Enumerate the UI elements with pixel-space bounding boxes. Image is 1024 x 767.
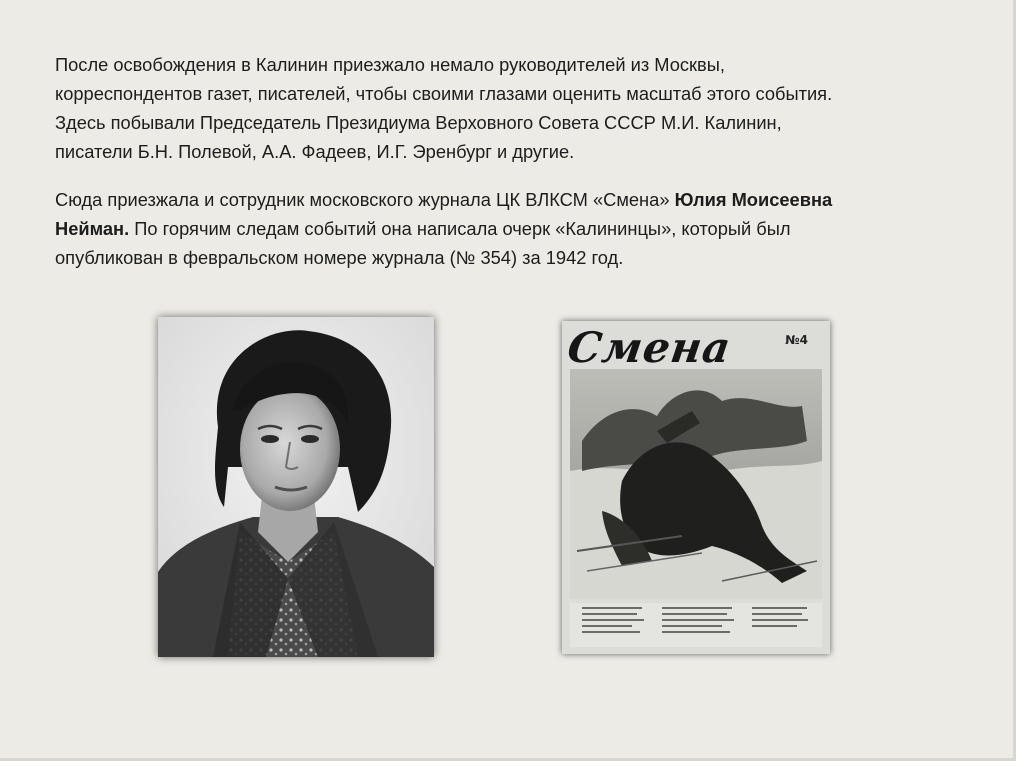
- paragraph-text: Сюда приезжала и сотрудник московского журнала ЦК ВЛКСМ «Смена»: [55, 189, 675, 210]
- paragraph-line: писатели Б.Н. Полевой, А.А. Фадеев, И.Г. Эренбург и другие.: [55, 141, 575, 162]
- intro-paragraph: [55, 50, 955, 166]
- paragraph-line: После освобождения в Калинин приезжало немало руководителей из Москвы,: [55, 54, 725, 75]
- person-name-first: Юлия Моисеевна: [674, 189, 833, 210]
- paragraph-line: [55, 214, 955, 243]
- magazine-title: Смена: [564, 323, 735, 372]
- paragraph-text: По горячим следам событий она написала очерк «Калининцы», который был: [129, 218, 791, 239]
- paragraph-line: корреспондентов газет, писателей, чтобы своими глазами оценить масштаб этого события.: [55, 83, 833, 104]
- neiman-paragraph: [55, 185, 955, 272]
- paragraph-line: опубликован в февральском номере журнала (№ 354) за 1942 год.: [55, 247, 624, 268]
- portrait-photo: [158, 317, 434, 657]
- magazine-issue: №4: [785, 333, 808, 347]
- paragraph-line: [55, 185, 955, 214]
- person-name-last: Нейман.: [55, 218, 130, 239]
- portrait-illustration: [158, 317, 434, 657]
- magazine-cover: [562, 321, 830, 654]
- paragraph-line: Здесь побывали Председатель Президиума Верховного Совета СССР М.И. Калинин,: [55, 112, 782, 133]
